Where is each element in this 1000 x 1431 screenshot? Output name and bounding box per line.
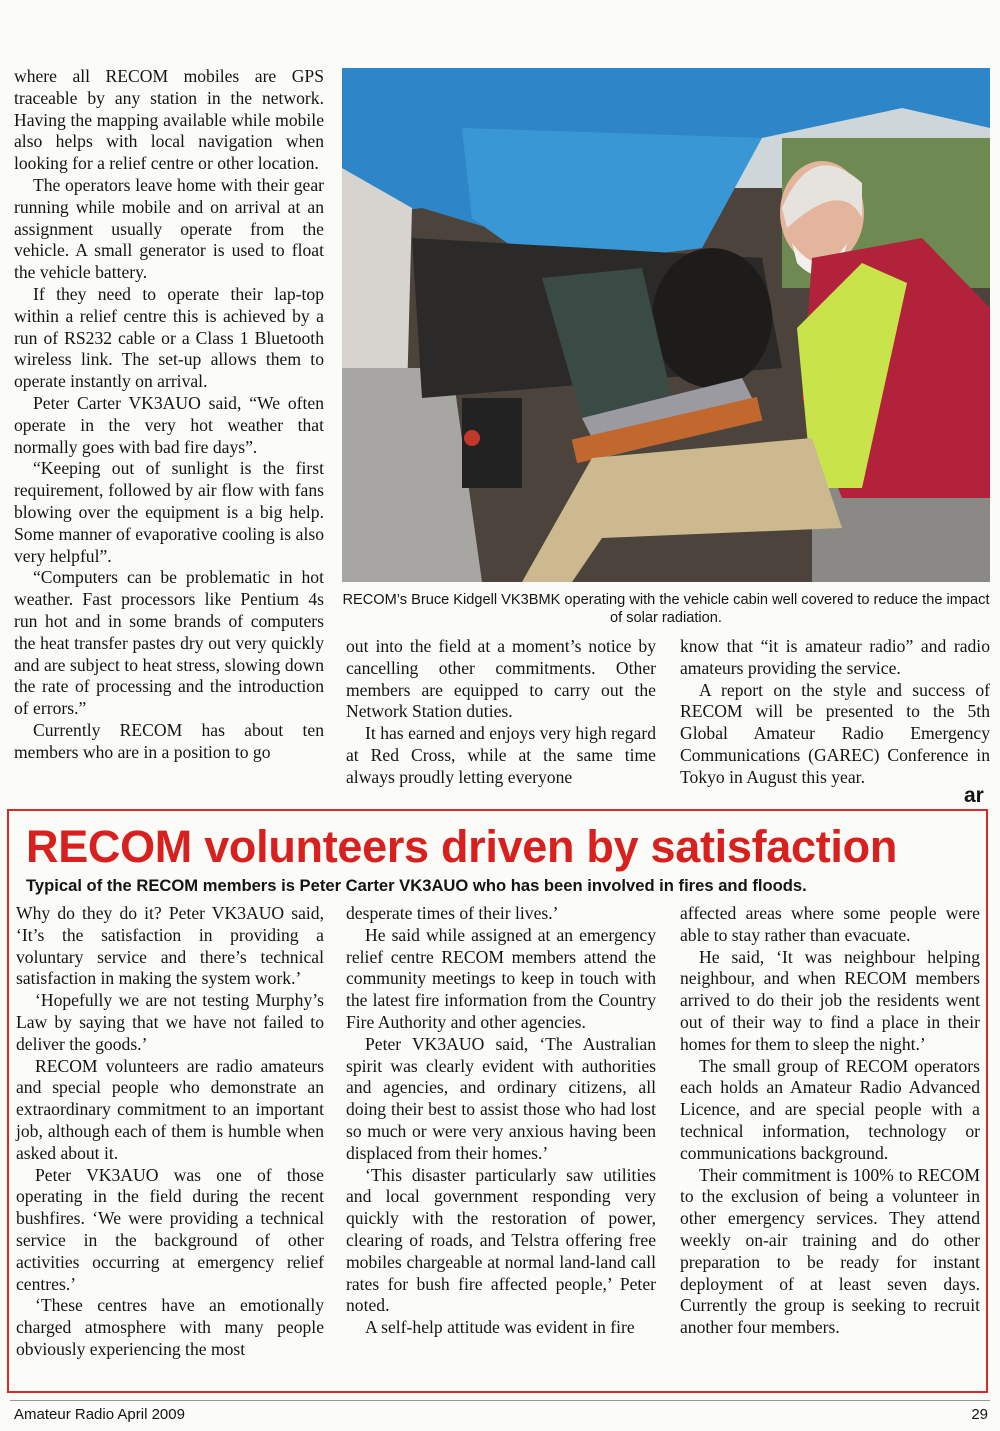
paragraph: If they need to operate their lap-top within a relief centre this is achieved by a run of RS232 cable or a Class 1 Bluetooth wireless link. The set-up allows them to operate instantly on arrival. xyxy=(14,283,324,392)
footer-rule xyxy=(10,1400,990,1401)
paragraph: Currently RECOM has about ten members who are in a position to go xyxy=(14,719,324,762)
paragraph: RECOM volunteers are radio amateurs and special people who demonstrate an extraordinary commitment to an important job, although each of them is humble when asked about it. xyxy=(16,1055,324,1163)
boxed-column-3 xyxy=(680,903,980,1339)
paragraph: Why do they do it? Peter VK3AUO said, ‘It’s the satisfaction in providing a voluntary service and there’s technical satisfaction in making the system work.’ xyxy=(16,903,324,989)
paragraph: Peter VK3AUO was one of those operating in the field during the recent bushfires. ‘We were providing a technical service in the background of other activities occurring at emergency relief centres.’ xyxy=(16,1164,324,1294)
paragraph: “Keeping out of sunlight is the first requirement, followed by air flow with fans blowing over the equipment is a big help. Some manner of evaporative cooling is also very helpful”. xyxy=(14,458,324,566)
paragraph: where all RECOM mobiles are GPS traceable by any station in the network. Having the mapping available while mobile also helps with local navigation when looking for a relief centre or other location. xyxy=(14,66,324,174)
paragraph: It has earned and enjoys very high regard at Red Cross, while at the same time always proudly letting everyone xyxy=(346,723,656,787)
paragraph: desperate times of their lives.’ xyxy=(346,903,559,923)
paragraph: out into the field at a moment’s notice by cancelling other commitments. Other members are equipped to carry out the Network Station duties. xyxy=(346,636,656,722)
boxed-article-headline: RECOM volunteers driven by satisfaction xyxy=(26,821,898,872)
photo-illustration xyxy=(342,68,990,582)
article-column-3 xyxy=(680,636,990,789)
photo-caption: RECOM’s Bruce Kidgell VK3BMK operating with the vehicle cabin well covered to reduce the impact of solar radiation. xyxy=(342,592,990,626)
paragraph: He said while assigned at an emergency relief centre RECOM members attend the community meetings to keep in touch with the latest fire information from the Country Fire Authority and other agencies. xyxy=(346,924,656,1032)
paragraph: He said, ‘It was neighbour helping neighbour, and when RECOM members arrived to do their job the residents went out of their way to find a place in their homes for them to sleep the night.’ xyxy=(680,946,980,1054)
paragraph: Peter Carter VK3AUO said, “We often operate in the very hot weather that normally goes with bad fire days”. xyxy=(14,392,324,457)
boxed-article-deck: Typical of the RECOM members is Peter Carter VK3AUO who has been involved in fires and floods. xyxy=(26,876,807,895)
paragraph: ‘Hopefully we are not testing Murphy’s Law by saying that we have not failed to deliver the goods.’ xyxy=(16,990,324,1054)
paragraph: “Computers can be problematic in hot weather. Fast processors like Pentium 4s run hot and in some brands of computers the heat transfer pastes dry out very quickly and are subject to heat stress, slowing down the rate of processing and the introduction of errors.” xyxy=(14,567,324,719)
paragraph: Peter VK3AUO said, ‘The Australian spirit was clearly evident with authorities and agencies, and ordinary citizens, all doing their best to assist those who had lost so much or were very anxious having been displaced from their homes.’ xyxy=(346,1033,656,1163)
paragraph: A self-help attitude was evident in fire xyxy=(365,1317,635,1338)
paragraph: The operators leave home with their gear running while mobile and on arrival at an assignment usually operate from the vehicle. A small generator is used to float the vehicle battery. xyxy=(14,174,324,283)
footer-publication: Amateur Radio April 2009 xyxy=(14,1406,185,1423)
boxed-column-2 xyxy=(346,903,656,1339)
paragraph: ‘This disaster particularly saw utilities and local government responding very quickly with the restoration of power, clearing of roads, and Telstra offering free mobiles chargeable at normal land-land call rates for bush fire affected people,’ Peter noted. xyxy=(346,1164,656,1316)
paragraph: affected areas where some people were able to stay rather than evacuate. xyxy=(680,903,980,945)
article-end-mark: ar xyxy=(964,784,984,807)
page-number: 29 xyxy=(971,1406,988,1423)
paragraph: The small group of RECOM operators each holds an Amateur Radio Advanced Licence, and are special people with a technical information, technology or communications background. xyxy=(680,1055,980,1163)
paragraph: A report on the style and success of RECOM will be presented to the 5th Global Amateur Radio Emergency Communications (GAREC) Conference in Tokyo in August this year. xyxy=(680,679,990,787)
article-column-2 xyxy=(346,636,656,789)
boxed-column-1 xyxy=(16,903,324,1361)
paragraph: know that “it is amateur radio” and radio amateurs providing the service. xyxy=(680,636,990,678)
article-column-1 xyxy=(14,66,324,764)
paragraph: ‘These centres have an emotionally charged atmosphere with many people obviously experiencing the most xyxy=(16,1295,324,1359)
paragraph: Their commitment is 100% to RECOM to the exclusion of being a volunteer in other emergency services. They attend weekly on-air training and do other preparation to be ready for instant deployment of at least seven days. Currently the group is seeking to recruit another four members. xyxy=(680,1164,980,1338)
vehicle-cabin-photo xyxy=(342,68,990,582)
